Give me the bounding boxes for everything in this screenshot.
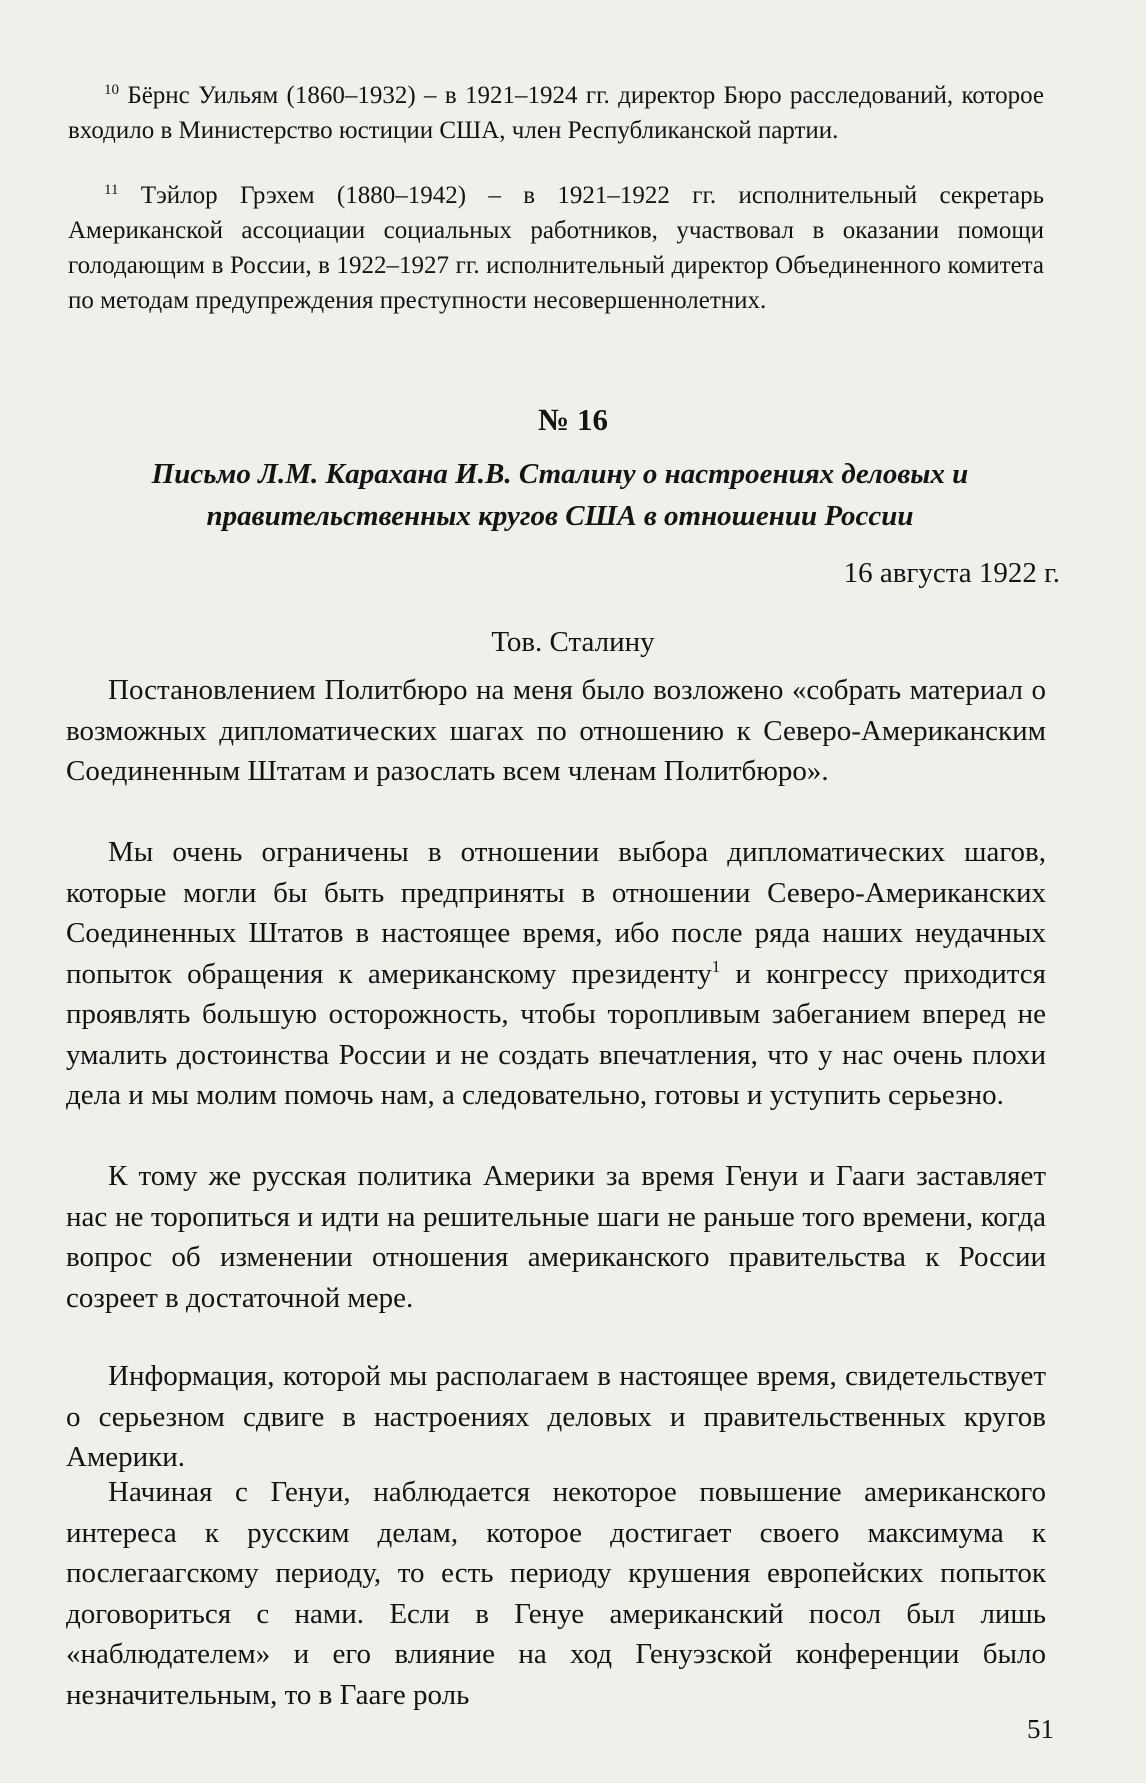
paragraph-3: К тому же русская политика Америки за время Генуи и Гааги заставляет нас не торопиться и идти на решительные шаги не раньше того времени, когда вопрос об изменении отношения американского правительства к России созреет в достаточной мере. bbox=[66, 1160, 1046, 1314]
paragraph-text: и конгрессу приходится проявлять большую осторожность, чтобы торопливым забеганием вперед не умалить достоинства России и не создать впечатления, что у нас очень плохи дела и мы молим помочь нам, а следовательно, готовы и уступить серьезно. bbox=[66, 957, 1046, 1111]
footnote-10 bbox=[68, 78, 1044, 148]
paragraph-5: Начиная с Генуи, наблюдается некоторое повышение американского интереса к русским делам, которое достигает своего максимума к послегаагскому периоду, то есть периоду крушения европейских попыток договориться с нами. Если в Генуе американский посол был лишь «наблюдателем» и его влияние на ход Генуэзской конференции было незначительным, то в Гааге роль bbox=[66, 1476, 1046, 1711]
document-date: 16 августа 1922 г. bbox=[843, 557, 1060, 589]
footnote-mark: 11 bbox=[104, 182, 119, 198]
footnote-reference: 1 bbox=[711, 956, 721, 976]
paragraph-2 bbox=[66, 832, 1046, 1116]
paragraph-1: Постановлением Политбюро на меня было возложено «собрать материал о возможных дипломатических шагах по отношению к Северо-Американским Соединенным Штатам и разослать всем членам Политбюро». bbox=[66, 674, 1046, 787]
addressee: Тов. Сталину bbox=[491, 626, 655, 658]
page-number: 51 bbox=[1027, 1714, 1054, 1744]
footnote-text: Бёрнс Уильям (1860–1932) – в 1921–1924 гг. директор Бюро расследований, которое входило в Министерство юстиции США, член Республиканской партии. bbox=[68, 82, 1044, 144]
document-number: № 16 bbox=[538, 402, 608, 437]
paragraph-4: Информация, которой мы располагаем в настоящее время, свидетельствует о серьезном сдвиге в настроениях деловых и правительственных кругов Америки. bbox=[66, 1360, 1046, 1473]
document-title: Письмо Л.М. Карахана И.В. Сталину о настроениях деловых и правительственных кругов США в отношении России bbox=[151, 458, 969, 532]
paragraph-text: Мы очень ограничены в отношении выбора дипломатических шагов, которые могли бы быть предприняты в отношении Северо-Американских Соединенных Штатов в настоящее время, ибо после ряда наших неудачных попыток обращения к американскому президенту bbox=[66, 836, 1046, 990]
footnote-11 bbox=[68, 178, 1044, 318]
footnote-text: Тэйлор Грэхем (1880–1942) – в 1921–1922 гг. исполнительный секретарь Американской ассоциации социальных работников, участвовал в оказании помощи голодающим в России, в 1922–1927 гг. исполнительный директор Объединенного комитета по методам предупреждения преступности несовершеннолетних. bbox=[68, 182, 1044, 314]
footnote-mark: 10 bbox=[104, 82, 119, 98]
